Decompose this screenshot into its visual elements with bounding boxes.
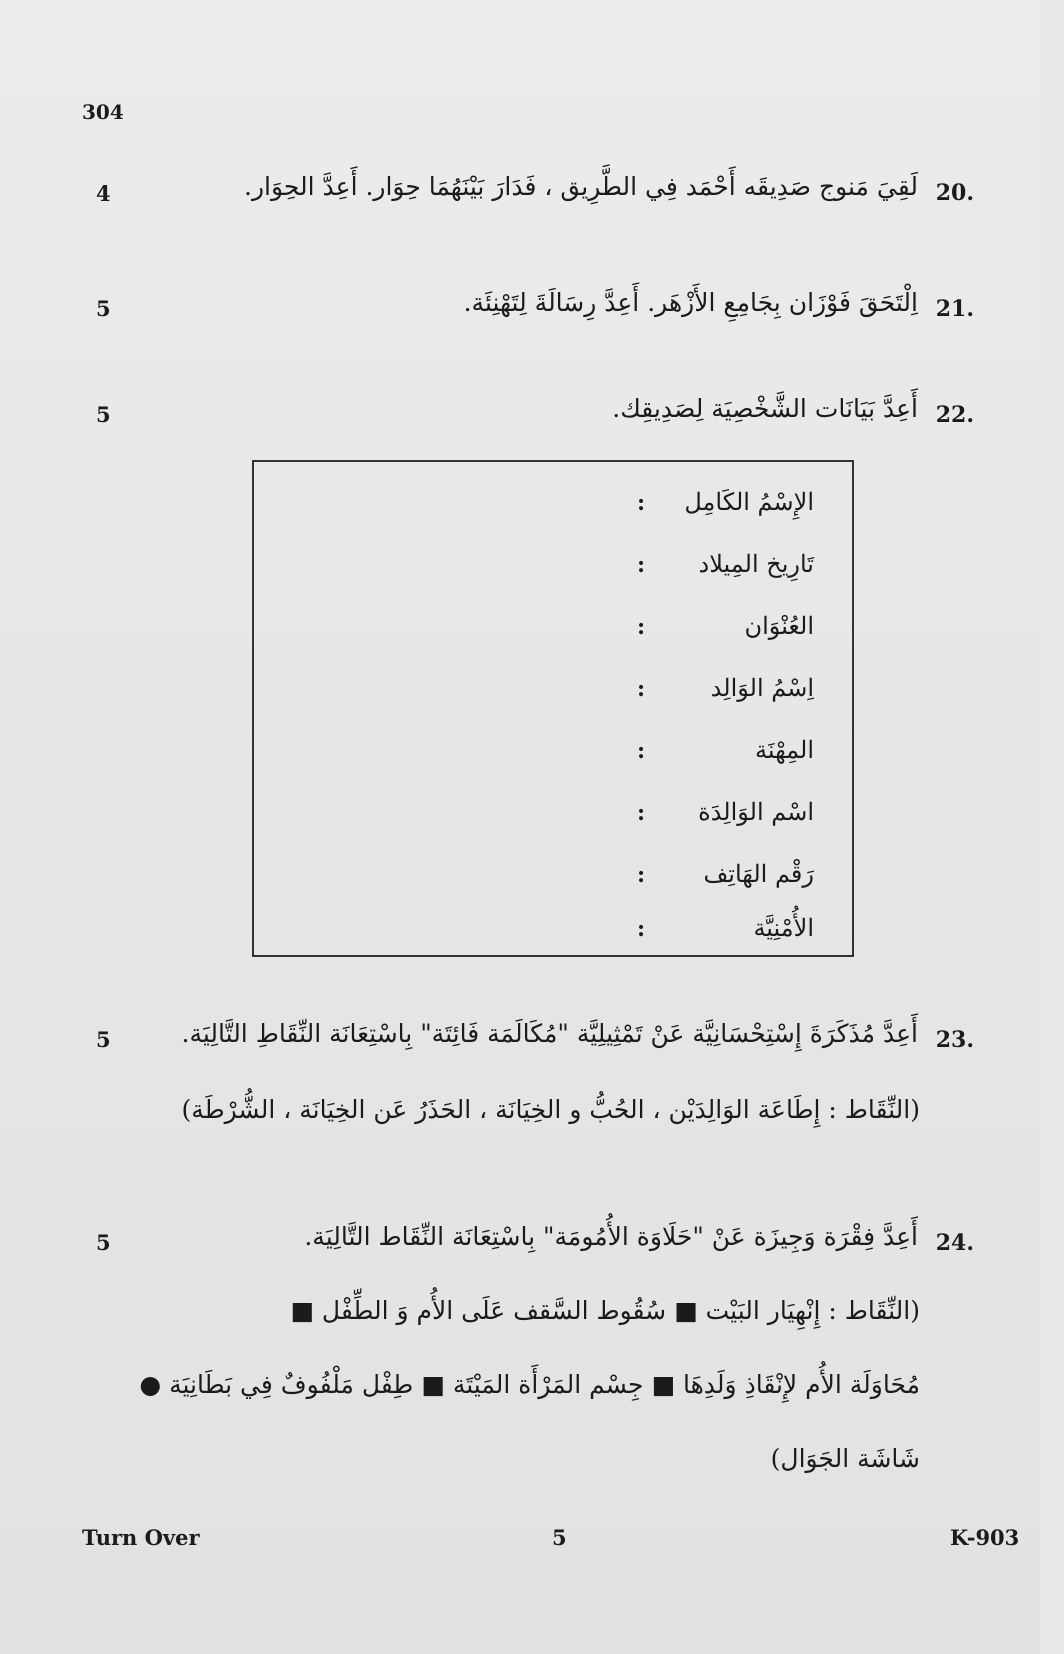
footer-paper-code: K-903 bbox=[950, 1525, 1020, 1550]
q24-points-line-3: شَاشَة الجَوَال) bbox=[770, 1444, 920, 1473]
footer-page-number: 5 bbox=[552, 1525, 567, 1550]
form-colon: : bbox=[637, 614, 646, 640]
form-row-phone bbox=[254, 860, 852, 900]
form-colon: : bbox=[637, 738, 646, 764]
form-row-birth-date bbox=[254, 550, 852, 590]
q23-text: أَعِدَّ مُذَكَرَةَ إِسْتِحْسَانِيَّة عَنْ تَمْثِيلِيَّة "مُكَالَمَة فَائِتَة" بِاسْتِعَانَة النِّقَاطِ التَّالِيَة. bbox=[181, 1019, 918, 1048]
form-colon: : bbox=[637, 916, 646, 942]
q21-number: 21. bbox=[935, 296, 974, 322]
q24-number: 24. bbox=[935, 1230, 974, 1256]
form-colon: : bbox=[637, 800, 646, 826]
q22-text: أَعِدَّ بَيَانَات الشَّخْصِيَة لِصَدِيقِك. bbox=[612, 394, 918, 423]
form-label-birth-date: تَارِيخ المِيلاد bbox=[698, 550, 814, 578]
form-row-address bbox=[254, 612, 852, 652]
form-label-phone: رَقْم الهَاتِف bbox=[703, 860, 814, 888]
form-label-occupation: المِهْنَة bbox=[754, 736, 814, 764]
footer-turn-over: Turn Over bbox=[82, 1525, 200, 1550]
form-colon: : bbox=[637, 862, 646, 888]
q21-text: اِلْتَحَقَ فَوْزَان بِجَامِعِ الأَزْهَر. أَعِدَّ رِسَالَةَ لِتَهْنِئَة. bbox=[463, 288, 918, 317]
form-row-father-name bbox=[254, 674, 852, 714]
q23-points: (النِّقَاط : إِطَاعَة الوَالِدَيْن ، الحُبُّ و الخِيَانَة ، الحَذَرُ عَن الخِيَانَة ، الشُّرْطَة) bbox=[181, 1095, 920, 1124]
q24-points-line-2: مُحَاوَلَة الأُم لإِنْقَاذِ وَلَدِهَا ■ جِسْم المَرْأَة المَيْتَة ■ طِفْل مَلْفُوفٌ فِي بَطَانِيَة ● bbox=[139, 1370, 920, 1399]
form-row-mother-name bbox=[254, 798, 852, 838]
q22-number: 22. bbox=[935, 402, 974, 428]
q20-number: 20. bbox=[935, 180, 974, 206]
q24-points-line-1: (النِّقَاط : إِنْهِيَار البَيْت ■ سُقُوط السَّقف عَلَى الأُم وَ الطِّفْل ■ bbox=[290, 1296, 920, 1325]
form-label-ambition: الأُمْنِيَّة bbox=[753, 914, 814, 942]
form-colon: : bbox=[637, 490, 646, 516]
form-colon: : bbox=[637, 676, 646, 702]
form-colon: : bbox=[637, 552, 646, 578]
q22-marks: 5 bbox=[96, 402, 111, 427]
form-label-father-name: اِسْمُ الوَالِد bbox=[710, 674, 814, 702]
form-label-address: العُنْوَان bbox=[744, 612, 814, 640]
form-row-occupation bbox=[254, 736, 852, 776]
q24-marks: 5 bbox=[96, 1230, 111, 1255]
q24-text: أَعِدَّ فِقْرَة وَجِيزَة عَنْ "حَلَاوَة الأُمُومَة" بِاسْتِعَانَة النِّقَاط التَّالِيَة. bbox=[304, 1222, 918, 1251]
page-number: 304 bbox=[82, 100, 124, 124]
q21-marks: 5 bbox=[96, 296, 111, 321]
form-label-full-name: الإِسْمُ الكَامِل bbox=[684, 488, 814, 516]
personal-data-form bbox=[252, 460, 854, 957]
form-label-mother-name: اسْم الوَالِدَة bbox=[698, 798, 814, 826]
form-row-ambition bbox=[254, 914, 852, 954]
form-row-full-name bbox=[254, 488, 852, 528]
q20-marks: 4 bbox=[96, 181, 111, 206]
q23-marks: 5 bbox=[96, 1027, 111, 1052]
q20-text: لَقِيَ مَنوج صَدِيقَه أَحْمَد فِي الطَّرِيق ، فَدَارَ بَيْنَهُمَا حِوَار. أَعِدَّ الحِوَار. bbox=[244, 172, 918, 201]
q23-number: 23. bbox=[935, 1027, 974, 1053]
